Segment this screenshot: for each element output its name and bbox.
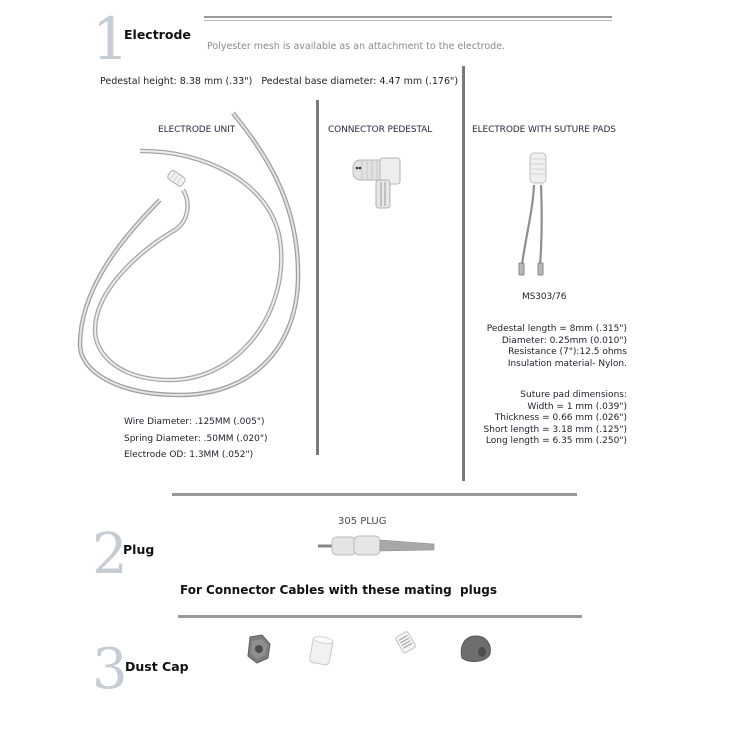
- spec-pedestal-length: Pedestal length = 8mm (.315"): [486, 324, 627, 334]
- section-number-3: 3: [92, 637, 128, 702]
- model-number: MS303/76: [522, 292, 567, 302]
- section-title-plug: Plug: [123, 542, 155, 557]
- spec-resistance: Resistance (7"):12.5 ohms: [508, 347, 627, 357]
- plug-caption: 305 PLUG: [338, 516, 387, 527]
- dust-cap-images: [240, 632, 500, 672]
- ribbed-clear-cap-image: [395, 631, 416, 654]
- suture-electrode-specs: [470, 324, 627, 370]
- dome-cap-image: [461, 636, 490, 661]
- spec-pad-long-length: Long length = 6.35 mm (.250"): [485, 436, 627, 446]
- electrode-unit-specs: [124, 414, 268, 464]
- hex-nut-cap-image: [248, 635, 270, 663]
- spec-insulation: Insulation material- Nylon.: [507, 358, 627, 369]
- section-title-electrode: Electrode: [124, 27, 191, 42]
- electrode-wire-inner: [95, 151, 281, 380]
- section-divider-2: [172, 493, 577, 496]
- pedestal-specs: Pedestal height: 8.38 mm (.33") Pedestal base diameter: 4.47 mm (.176"): [100, 76, 459, 87]
- suture-pad-specs: [470, 390, 627, 448]
- spec-pad-thickness: Thickness = 0.66 mm (.026"): [494, 413, 627, 423]
- section-divider-3: [178, 615, 582, 618]
- plug-305-image: [310, 530, 440, 560]
- section-number-1: 1: [92, 5, 129, 73]
- spec-pad-short-length: Short length = 3.18 mm (.125"): [483, 424, 627, 435]
- connector-pedestal-image: [340, 150, 410, 220]
- suture-pad-heading: Suture pad dimensions:: [520, 390, 627, 400]
- caption-connector-pedestal: CONNECTOR PEDESTAL: [328, 125, 433, 135]
- spec-electrode-od: Electrode OD: 1.3MM (.052"): [124, 450, 254, 460]
- white-cylinder-cap-image: [309, 635, 333, 665]
- section-title-dust-cap: Dust Cap: [125, 659, 189, 674]
- spec-wire-diameter: Wire Diameter: .125MM (.005"): [124, 417, 265, 427]
- polyester-mesh-note: Polyester mesh is available as an attachment to the electrode.: [207, 41, 506, 52]
- caption-electrode-unit: ELECTRODE UNIT: [158, 125, 236, 135]
- spec-pad-width: Width = 1 mm (.039"): [527, 401, 627, 412]
- section-number-2: 2: [92, 522, 128, 587]
- electrode-head: [167, 169, 187, 187]
- spec-spring-diameter: Spring Diameter: .50MM (.020"): [124, 433, 268, 444]
- caption-electrode-suture-pads: ELECTRODE WITH SUTURE PADS: [472, 125, 616, 135]
- electrode-suture-pads-image: [500, 150, 570, 285]
- mating-plugs-note: For Connector Cables with these mating plugs: [180, 583, 498, 597]
- spec-diameter: Diameter: 0.25mm (0.010"): [501, 335, 627, 346]
